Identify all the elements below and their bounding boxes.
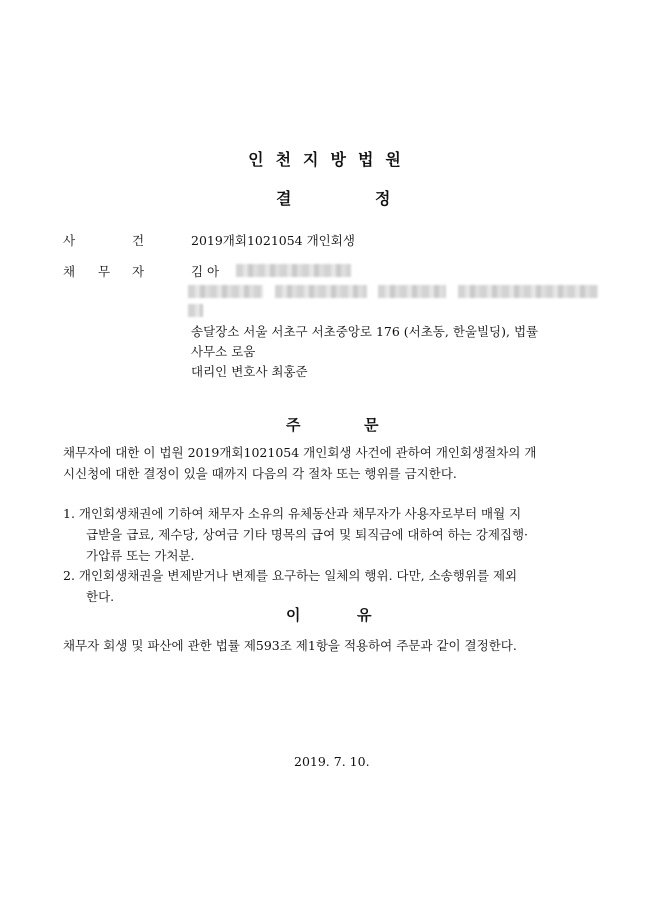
order-item-1-line: 1. 개인회생채권에 기하여 채무자 소유의 유체동산과 채무자가 사용자로부터 매월 지 bbox=[63, 506, 522, 521]
debtor-label-2: 무 bbox=[98, 264, 111, 279]
order-item-2-line: 한다. bbox=[86, 589, 115, 604]
redacted-address bbox=[378, 285, 446, 298]
redacted-address bbox=[275, 285, 367, 298]
order-heading-left: 주 bbox=[286, 416, 301, 434]
redacted-address bbox=[458, 285, 598, 298]
debtor-label-1: 채 bbox=[63, 264, 76, 279]
redacted-name bbox=[236, 264, 351, 277]
decision-date: 2019. 7. 10. bbox=[294, 754, 370, 769]
order-heading-right: 문 bbox=[364, 416, 379, 434]
service-address-line: 사무소 로움 bbox=[191, 344, 256, 359]
case-label-2: 건 bbox=[132, 233, 145, 248]
redacted-address bbox=[188, 285, 263, 298]
legal-agent: 대리인 변호사 최홍준 bbox=[191, 364, 308, 379]
case-label-1: 사 bbox=[63, 233, 76, 248]
decision-title-left: 결 bbox=[276, 189, 292, 208]
order-paragraph-line: 채무자에 대한 이 법원 2019개회1021054 개인회생 사건에 관하여 개인회생절차의 개 bbox=[63, 445, 537, 460]
reason-text: 채무자 회생 및 파산에 관한 법률 제593조 제1항을 적용하여 주문과 같이 결정한다. bbox=[63, 638, 517, 653]
decision-title-right: 정 bbox=[375, 189, 391, 208]
order-item-1-line: 가압류 또는 가처분. bbox=[86, 548, 195, 563]
reason-heading-right: 유 bbox=[357, 606, 372, 624]
order-paragraph-line: 시신청에 대한 결정이 있을 때까지 다음의 각 절차 또는 행위를 금지한다. bbox=[63, 466, 457, 481]
service-address-line: 송달장소 서울 서초구 서초중앙로 176 (서초동, 한울빌딩), 법률 bbox=[191, 324, 539, 339]
debtor-label-3: 자 bbox=[132, 264, 145, 279]
debtor-name: 김 아 bbox=[191, 264, 220, 279]
order-item-1-line: 급받을 급료, 제수당, 상여금 기타 명목의 급여 및 퇴직금에 대하여 하는 강제집행· bbox=[86, 527, 529, 542]
court-name: 인천지방법원 bbox=[248, 150, 413, 169]
order-item-2-line: 2. 개인회생채권을 변제받거나 변제를 요구하는 일체의 행위. 다만, 소송행위를 제외 bbox=[63, 568, 518, 583]
reason-heading-left: 이 bbox=[286, 606, 301, 624]
case-number: 2019개회1021054 개인회생 bbox=[191, 233, 355, 248]
redacted-address bbox=[188, 304, 203, 317]
